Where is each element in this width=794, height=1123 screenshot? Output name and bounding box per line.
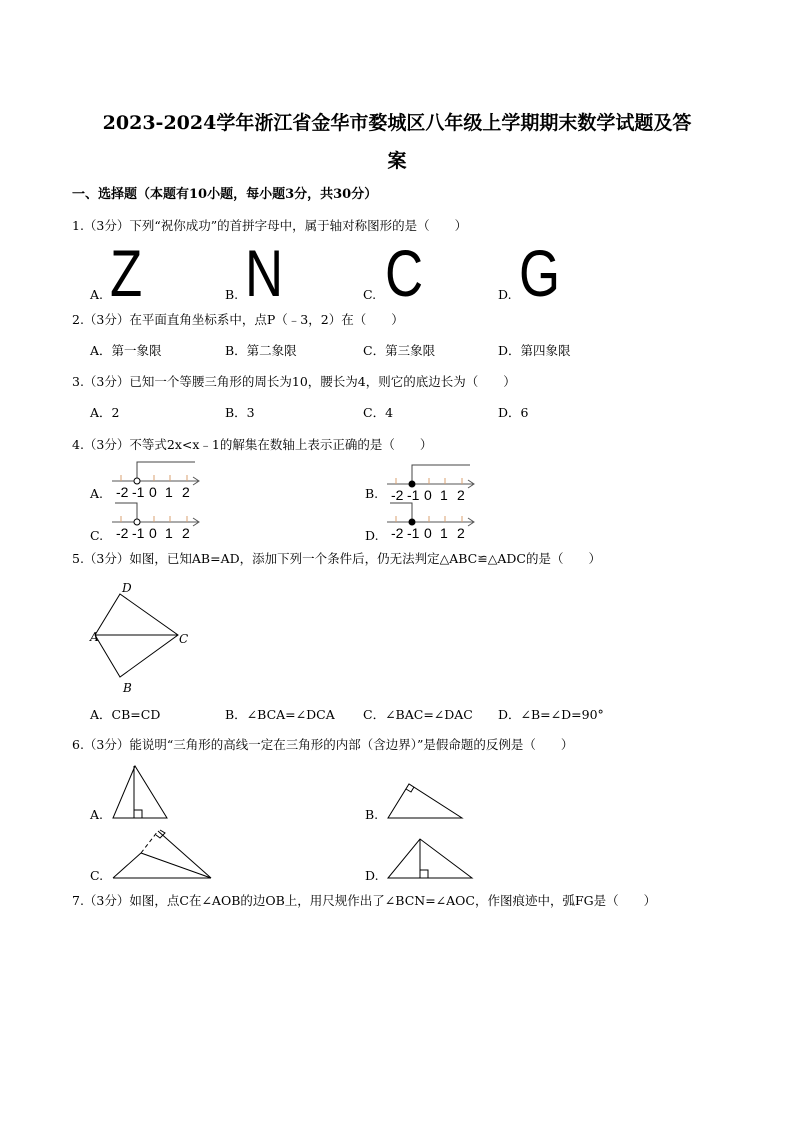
number-line-tick-label: -1 [407,487,420,503]
q1-letter-c: C [385,236,424,310]
q5-option-d: D．∠B=∠D=90° [498,707,604,722]
q6-option-c: C. [90,868,104,883]
q1-letter-g: G [519,236,561,310]
q4-option-a: A. [90,486,104,501]
q6-option-a: A. [90,807,104,822]
number-line-tick-label: -1 [132,484,145,500]
number-line-tick-label: 1 [440,525,448,541]
q1-letter-z: Z [110,236,143,310]
q5-label-a: A [90,630,99,644]
question-2-stem: 2.（3分）在平面直角坐标系中，点P（﹣3，2）在（ ） [72,312,404,327]
q6-option-b: B. [365,807,379,822]
number-line-tick-label: -2 [391,487,404,503]
q6-triangle-d [388,839,472,878]
q1-option-c: C. [363,287,377,302]
number-line-tick-label: -2 [116,484,129,500]
q5-label-b: B [123,681,132,695]
number-line-tick-label: 2 [182,525,190,541]
q1-option-d: D. [498,287,512,302]
number-line-tick-label: -1 [407,525,420,541]
q3-option-c: C．4 [363,405,394,420]
q2-option-b: B．第二象限 [225,343,297,358]
q6-option-d: D. [365,868,379,883]
q5-option-a: A．CB=CD [90,707,161,722]
number-line-tick-label: 0 [149,484,157,500]
number-line-tick-label: 2 [457,487,465,503]
question-3-stem: 3.（3分）已知一个等腰三角形的周长为10，腰长为4，则它的底边长为（ ） [72,374,516,389]
q1-option-b: B. [225,287,239,302]
number-line-tick-label: 1 [165,525,173,541]
number-line-tick-label: 2 [182,484,190,500]
q4-number-line-c [112,503,199,526]
q6-triangle-c [113,830,211,878]
q1-option-a: A. [90,287,104,302]
q2-option-d: D．第四象限 [498,343,571,358]
q6-triangle-a [113,766,167,818]
question-5-stem: 5.（3分）如图，已知AB=AD，添加下列一个条件后，仍无法判定△ABC≌△ADC的是（ ） [72,551,601,566]
q6-triangle-b [388,784,462,818]
q3-option-b: B．3 [225,405,255,420]
document-title-continued: 案 [387,150,407,172]
q4-number-line-a [112,462,199,485]
number-line-tick-label: 2 [457,525,465,541]
number-line-tick-label: 0 [424,487,432,503]
number-line-tick-label: -2 [391,525,404,541]
q5-option-c: C．∠BAC=∠DAC [363,707,473,722]
number-line-tick-label: -2 [116,525,129,541]
q4-option-c: C. [90,528,104,543]
number-line-tick-label: 1 [165,484,173,500]
q4-option-b: B. [365,486,379,501]
q4-number-line-d [387,503,474,526]
q5-quadrilateral-figure [95,594,178,677]
q3-option-d: D．6 [498,405,529,420]
q1-letter-n: N [245,236,284,310]
q2-option-c: C．第三象限 [363,343,436,358]
q2-option-a: A．第一象限 [90,343,162,358]
number-line-tick-label: 0 [424,525,432,541]
number-line-tick-label: -1 [132,525,145,541]
section-heading: 一、选择题（本题有10小题，每小题3分，共30分） [72,187,378,202]
q5-label-c: C [179,632,189,646]
question-7-stem: 7.（3分）如图，点C在∠AOB的边OB上，用尺规作出了∠BCN=∠AOC，作图痕迹中，弧FG是（ ） [72,893,657,908]
question-6-stem: 6.（3分）能说明“三角形的高线一定在三角形的内部（含边界）”是假命题的反例是（ ） [72,737,574,752]
q4-number-line-b [387,465,474,488]
document-title: 2023-2024学年浙江省金华市婺城区八年级上学期期末数学试题及答 [102,112,692,134]
number-line-tick-label: 0 [149,525,157,541]
question-1-stem: 1.（3分）下列“祝你成功”的首拼字母中，属于轴对称图形的是（ ） [72,218,468,233]
number-line-tick-label: 1 [440,487,448,503]
q3-option-a: A．2 [90,405,120,420]
q5-option-b: B．∠BCA=∠DCA [225,707,335,722]
question-4-stem: 4.（3分）不等式2x<x﹣1的解集在数轴上表示正确的是（ ） [72,437,433,452]
q4-option-d: D. [365,528,379,543]
q5-label-d: D [122,581,132,595]
